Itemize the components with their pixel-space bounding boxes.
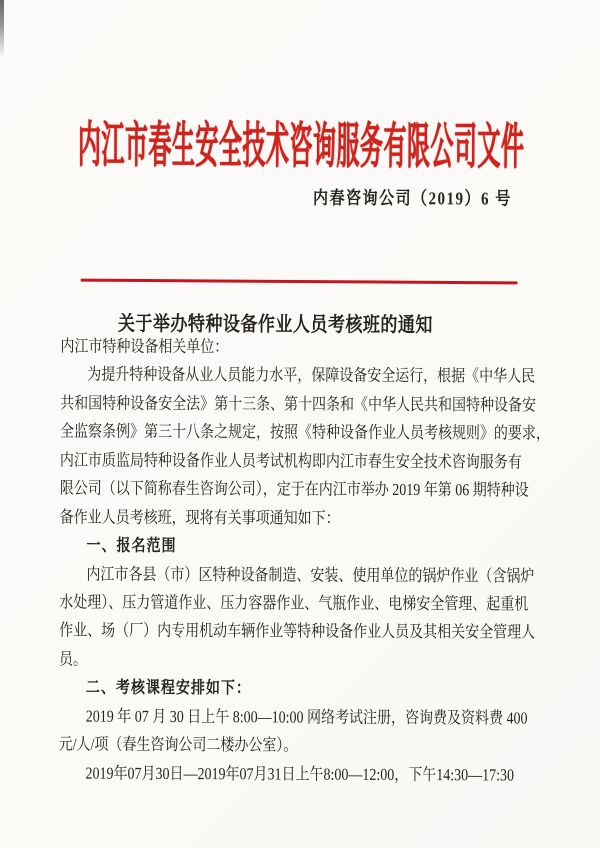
body-line: 内江市各县（市）区特种设备制造、安装、使用单位的锅炉作业（含锅炉 (86, 565, 535, 586)
letterhead-title: 内江市春生安全技术咨询服务有限公司文件 (77, 118, 525, 175)
body-line: 限公司（以下简称春生咨询公司），定于在内江市举办 2019 年第 06 期特种设 (59, 480, 529, 501)
body-line: 内江市特种设备相关单位： (60, 338, 229, 358)
red-separator-line (81, 279, 518, 285)
doc-number: 内春咨询公司（2019）6 号 (312, 189, 512, 210)
body-line: 2019 年 07 月 30 日上午 8:00—10:00 网络考试注册，咨询费及资料费 400 (85, 708, 528, 729)
body-line: 共和国特种设备安全法》第十三条、第十四条和《中华人民共和国特种设备安 (60, 395, 537, 416)
body-line: 全监察条例》第三十八条之规定，按照《特种设备作业人员考核规则》的要求， (59, 423, 550, 444)
body-line: 内江市质监局特种设备作业人员考试机构即内江市春生安全技术咨询服务有 (59, 452, 522, 473)
body-line: 元/人/项（春生咨询公司二楼办公室）。 (58, 736, 298, 756)
notice-body (58, 334, 550, 791)
body-line: 水处理）、压力管道作业、压力容器作业、气瓶作业、电梯安全管理、起重机 (59, 594, 529, 615)
body-line: 作业、场（厂）内专用机动车辆作业等特种设备作业人员及其相关安全管理人 (59, 622, 536, 643)
body-line: 一、报名范围 (86, 537, 177, 556)
body-line: 2019年07月30日—2019年07月31日上午8:00—12:00，下午14:30—17:30 (85, 764, 515, 785)
body-line: 员。 (58, 651, 88, 670)
body-line: 为提升特种设备从业人员能力水平，保障设备安全运行，根据《中华人民 (87, 366, 536, 387)
notice-title: 关于举办特种设备作业人员考核班的通知 (117, 312, 433, 337)
body-line: 备作业人员考核班，现将有关事项通知如下： (59, 508, 340, 529)
body-line: 二、考核课程安排如下： (85, 679, 251, 699)
